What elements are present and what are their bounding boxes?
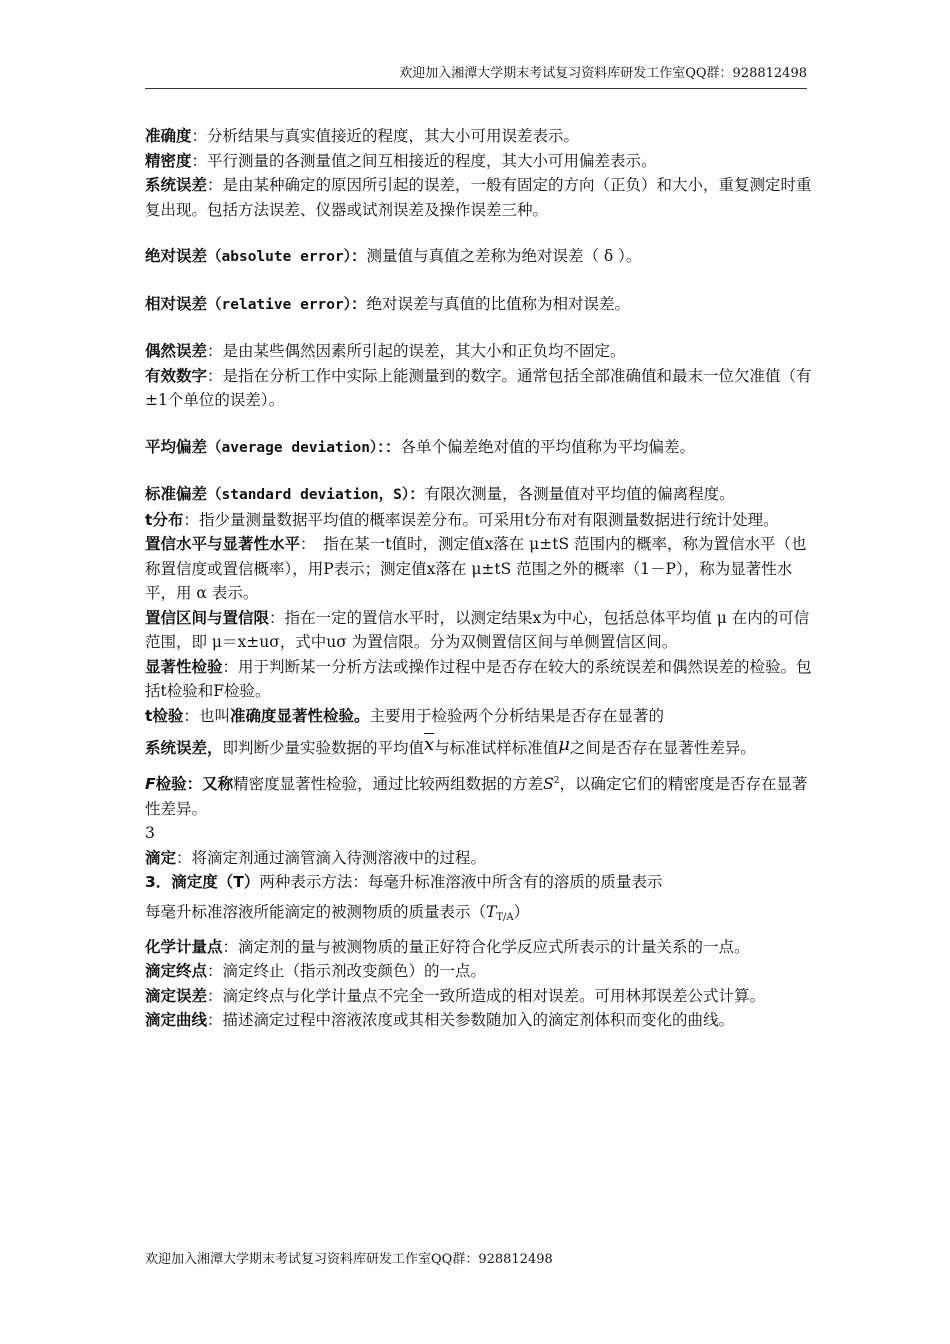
entry-t-test: t检验：也叫准确度显著性检验。主要用于检验两个分析结果是否存在显著的 系统误差，即判断少量实验数据的平均值$\overline{x}$与标准试样标准值μ之间是否存在显著性差异。 <box>145 706 756 757</box>
page-footer: 欢迎加入湘潭大学期末考试复习资料库研发工作室QQ群：928812498 <box>145 1252 553 1267</box>
term-definition: 滴定终止（指示剂改变颜色）的一点。 <box>222 962 487 981</box>
entry-standard-deviation: 标准偏差（standard deviation，S）：有限次测量，各测量值对平均值的偏离程度。 <box>145 485 735 503</box>
term-english: （average deviation） <box>207 439 378 456</box>
mu-symbol: μ <box>558 734 570 755</box>
entry-random-error: 偶然误差：是由某些偶然因素所引起的误差，其大小和正负均不固定。 <box>145 342 626 360</box>
term-label: 绝对误差 <box>145 247 208 265</box>
term-label: F <box>145 775 156 794</box>
entry-absolute-error: 绝对误差（absolute error）：测量值与真值之差称为绝对误差（ δ ）。 <box>145 247 642 265</box>
entry-f-test: F检验：又称精密度显著性检验，通过比较两组数据的方差$S^2$，以确定它们的精密度是否存在显著性差异。 <box>145 775 808 818</box>
term-definition: 分析结果与真实值接近的程度，其大小可用误差表示。 <box>207 127 580 145</box>
mean-symbol: $\overline{x}$ <box>424 734 435 755</box>
term-definition: 各单个偏差绝对值的平均值称为平均偏差。 <box>400 437 695 456</box>
term-label: t检验 <box>145 706 184 725</box>
entry-confidence-level: 置信水平与显著性水平： 指在某一t值时，测定值x落在 μ±tS 范围内的概率，称为置信水平（也称置信度或置信概率），用P表示；测定值x落在 μ±tS 范围之外的概率（1－P），称为显著性水平，用 α 表示。 <box>145 535 807 602</box>
entry-accuracy: 准确度：分析结果与真实值接近的程度，其大小可用误差表示。 <box>145 127 580 145</box>
entry-average-deviation: 平均偏差（average deviation）：：各单个偏差绝对值的平均值称为平均偏差。 <box>145 437 695 456</box>
term-english: （standard deviation，S） <box>207 487 410 503</box>
term-label: 平均偏差 <box>145 437 208 456</box>
term-definition: 平行测量的各测量值之间互相接近的程度，其大小可用偏差表示。 <box>207 151 657 170</box>
entry-significance-test: 显著性检验：用于判断某一分析方法或操作过程中是否存在较大的系统误差和偶然误差的检验。包括t检验和F检验。 <box>145 657 812 700</box>
term-label: 显著性检验 <box>145 657 223 676</box>
term-definition: 将滴定剂通过滴管滴入待测溶液中的过程。 <box>191 848 487 867</box>
term-label: 滴定曲线 <box>145 1011 208 1030</box>
entry-titer-line2: 每毫升标准溶液所能滴定的被测物质的质量表示$(T_{T/A})$ <box>145 902 530 923</box>
entry-t-distribution: t分布：指少量测量数据平均值的概率误差分布。可采用t分布对有限测量数据进行统计处理。 <box>145 510 779 529</box>
term-label: 标准偏差 <box>145 485 208 503</box>
term-definition: 指在某一t值时，测定值x落在 μ±tS 范围内的概率，称为置信水平（也称置信度或置信概率），用P表示；测定值x落在 μ±tS 范围之外的概率（1－P），称为显著性水平，用 α 表示。 <box>145 535 807 602</box>
term-definition: 指少量测量数据平均值的概率误差分布。可采用t分布对有限测量数据进行统计处理。 <box>198 510 779 529</box>
term-definition: 用于判断某一分析方法或操作过程中是否存在较大的系统误差和偶然误差的检验。包括t检验和F检验。 <box>145 657 812 700</box>
term-label: 相对误差 <box>145 294 208 313</box>
term-definition: 是由某些偶然因素所引起的误差，其大小和正负均不固定。 <box>222 342 626 360</box>
variance-symbol: S <box>543 775 554 794</box>
term-label: 系统误差 <box>145 176 208 194</box>
page-header: 欢迎加入湘潭大学期末考试复习资料库研发工作室QQ群：928812498 <box>145 66 807 89</box>
term-label: 有效数字 <box>145 366 208 385</box>
section-number: 3 <box>145 824 155 843</box>
term-definition: 绝对误差与真值的比值称为相对误差。 <box>366 294 631 313</box>
entry-end-point: 滴定终点：滴定终止（指示剂改变颜色）的一点。 <box>145 962 487 981</box>
entry-titer: 3．滴定度（T）两种表示方法：每毫升标准溶液中所含有的溶质的质量表示 <box>145 873 663 892</box>
term-definition: 指在一定的置信水平时，以测定结果x为中心，包括总体平均值 μ 在内的可信范围，即 μ＝x±uσ，式中uσ 为置信限。分为双侧置信区间与单侧置信区间。 <box>145 608 810 651</box>
entry-titration: 滴定：将滴定剂通过滴管滴入待测溶液中的过程。 <box>145 848 487 867</box>
term-english: （absolute error） <box>207 249 351 265</box>
term-definition: 描述滴定过程中溶液浓度或其相关参数随加入的滴定剂体积而变化的曲线。 <box>222 1011 735 1030</box>
entry-significant-figures: 有效数字：是指在分析工作中实际上能测量到的数字。通常包括全部准确值和最末一位欠准值（有±1个单位的误差）。 <box>145 366 812 409</box>
term-label: 精密度 <box>145 151 192 170</box>
term-english: （relative error） <box>207 296 351 313</box>
term-definition: 滴定终点与化学计量点不完全一致所造成的相对误差。可用林邦误差公式计算。 <box>222 986 766 1005</box>
term-definition: 有限次测量，各测量值对平均值的偏离程度。 <box>424 485 735 503</box>
term-label: 准确度 <box>145 127 192 145</box>
entry-systematic-error: 系统误差：是由某种确定的原因所引起的误差，一般有固定的方向（正负）和大小，重复测定时重复出现。包括方法误差、仪器或试剂误差及操作误差三种。 <box>145 176 812 219</box>
term-label: 滴定误差 <box>145 986 208 1005</box>
entry-titration-curve: 滴定曲线：描述滴定过程中溶液浓度或其相关参数随加入的滴定剂体积而变化的曲线。 <box>145 1011 735 1030</box>
term-label: 置信水平与显著性水平 <box>145 535 301 553</box>
term-label: 滴定 <box>145 848 177 867</box>
term-definition: 是指在分析工作中实际上能测量到的数字。通常包括全部准确值和最末一位欠准值（有±1个单位的误差）。 <box>145 366 812 409</box>
term-label: t分布 <box>145 510 184 529</box>
term-label: 偶然误差 <box>145 342 208 360</box>
term-label: 滴定终点 <box>145 962 208 981</box>
term-definition: 是由某种确定的原因所引起的误差，一般有固定的方向（正负）和大小，重复测定时重复出现。包括方法误差、仪器或试剂误差及操作误差三种。 <box>145 176 812 219</box>
entry-titration-error: 滴定误差：滴定终点与化学计量点不完全一致所造成的相对误差。可用林邦误差公式计算。 <box>145 986 766 1005</box>
term-definition: 滴定剂的量与被测物质的量正好符合化学反应式所表示的计量关系的一点。 <box>238 937 750 956</box>
term-label: 化学计量点 <box>145 937 223 956</box>
term-definition: 测量值与真值之差称为绝对误差（ δ ）。 <box>366 247 642 265</box>
entry-relative-error: 相对误差（relative error）：绝对误差与真值的比值称为相对误差。 <box>145 294 631 313</box>
entry-confidence-interval: 置信区间与置信限：指在一定的置信水平时，以测定结果x为中心，包括总体平均值 μ 在内的可信范围，即 μ＝x±uσ，式中uσ 为置信限。分为双侧置信区间与单侧置信区间。 <box>145 608 810 651</box>
term-label: 滴定度（T） <box>171 873 260 892</box>
document-body <box>145 124 820 1033</box>
entry-stoichiometric-point: 化学计量点：滴定剂的量与被测物质的量正好符合化学反应式所表示的计量关系的一点。 <box>145 937 750 956</box>
term-label: 置信区间与置信限 <box>145 608 270 627</box>
entry-precision: 精密度：平行测量的各测量值之间互相接近的程度，其大小可用偏差表示。 <box>145 151 657 170</box>
